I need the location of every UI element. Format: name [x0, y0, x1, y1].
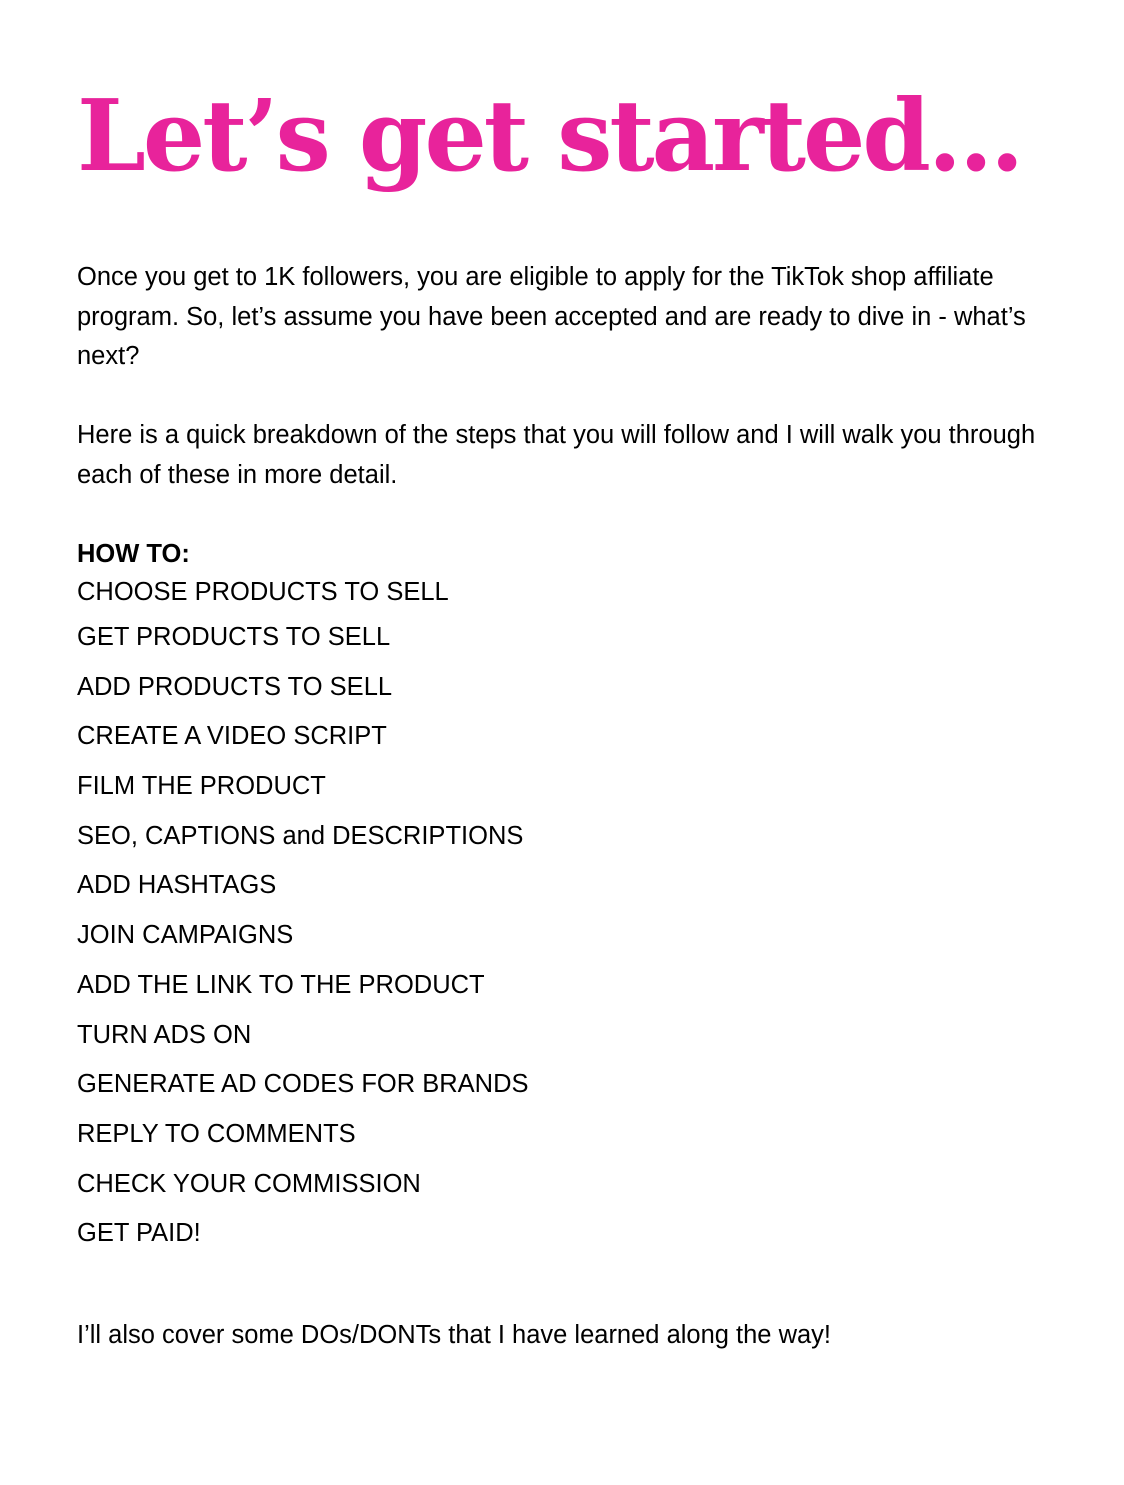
step-item-get-products: GET PRODUCTS TO SELL [77, 623, 391, 651]
step-item-video-script: CREATE A VIDEO SCRIPT [77, 722, 387, 751]
step-item-film-product: FILM THE PRODUCT [77, 772, 326, 801]
step-item-add-products: ADD PRODUCTS TO SELL [77, 672, 393, 701]
step-item-add-link: ADD THE LINK TO THE PRODUCT [77, 970, 485, 999]
step-item-add-hashtags: ADD HASHTAGS [77, 871, 277, 900]
step-item-reply-comments: REPLY TO COMMENTS [77, 1119, 356, 1148]
step-item-seo-captions: SEO, CAPTIONS and DESCRIPTIONS [77, 821, 524, 850]
step-item-check-commission: CHECK YOUR COMMISSION [77, 1169, 421, 1198]
howto-heading: HOW TO: [77, 540, 190, 568]
step-item-choose-products: CHOOSE PRODUCTS TO SELL [77, 578, 449, 606]
intro-paragraph: Once you get to 1K followers, you are eligible to apply for the TikTok shop affiliate program. So, let’s assume you have been accepted and are ready to dive in - what’s next? [77, 263, 1026, 370]
step-item-get-paid: GET PAID! [77, 1219, 201, 1248]
closing-paragraph: I’ll also cover some DOs/DONTs that I have learned along the way! [77, 1321, 832, 1349]
step-item-join-campaigns: JOIN CAMPAIGNS [77, 921, 294, 950]
step-item-ad-codes: GENERATE AD CODES FOR BRANDS [77, 1070, 529, 1099]
breakdown-paragraph: Here is a quick breakdown of the steps that you will follow and I will walk you through each of these in more detail. [77, 421, 1036, 489]
step-item-turn-ads-on: TURN ADS ON [77, 1020, 252, 1049]
page-title: Let’s get started... [77, 79, 1022, 194]
steps-list [77, 574, 529, 1251]
